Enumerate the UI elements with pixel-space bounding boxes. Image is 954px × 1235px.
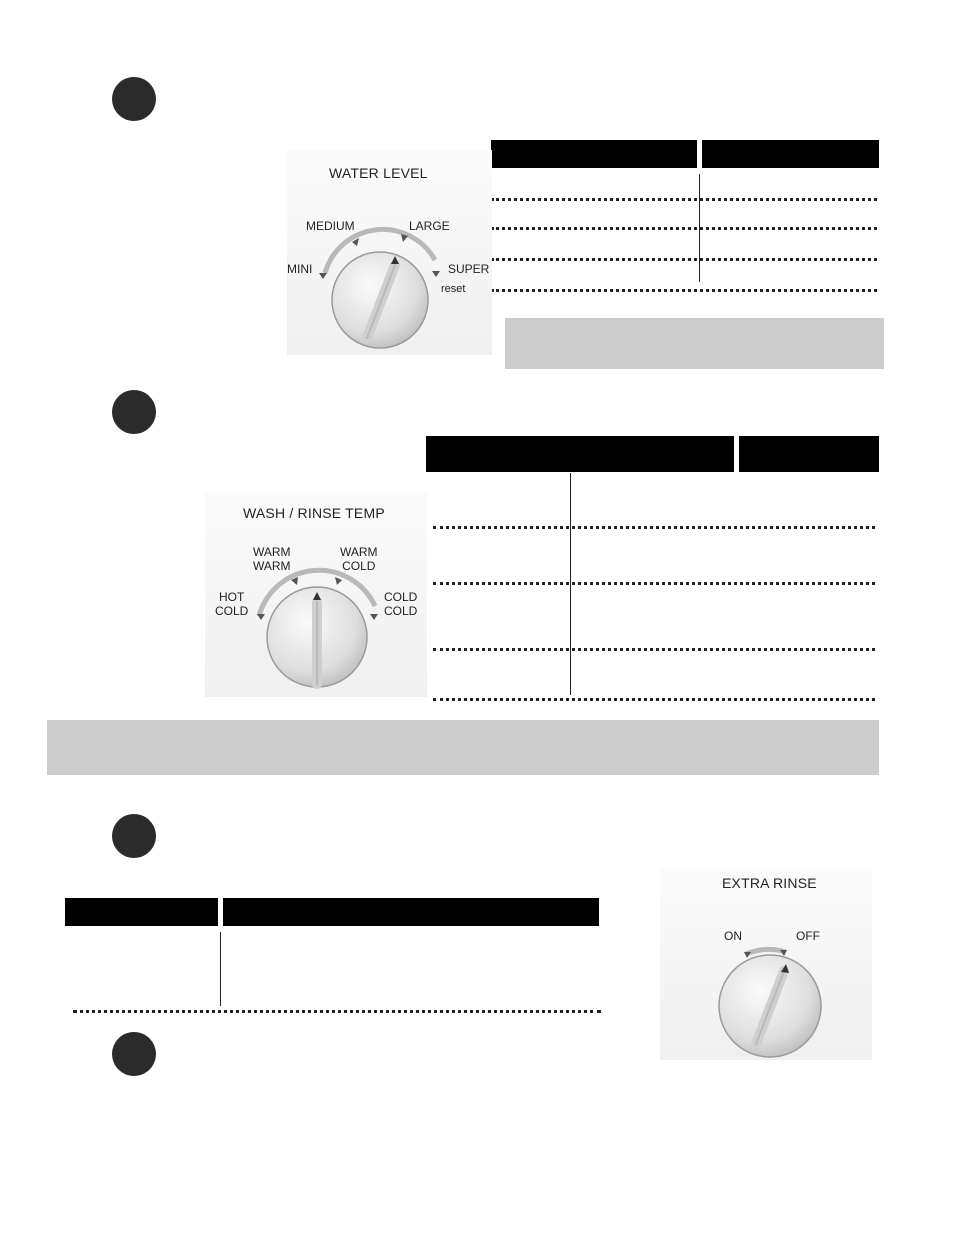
extra-rinse-dial-panel xyxy=(660,868,872,1060)
dial-setting-label: MEDIUM xyxy=(306,219,355,233)
dial-knob-icon[interactable] xyxy=(287,150,492,355)
table-row-divider xyxy=(491,289,877,292)
dial-title: WATER LEVEL xyxy=(329,165,428,181)
table-row-divider xyxy=(491,258,877,261)
pointer-triangle-icon xyxy=(257,614,265,620)
table-header-col1 xyxy=(65,898,218,926)
table-header-col2 xyxy=(702,140,879,168)
dial-knob-icon[interactable] xyxy=(205,492,427,697)
table-row-divider xyxy=(433,648,875,651)
table-header-col1 xyxy=(426,436,734,472)
table-row-divider xyxy=(73,1010,601,1013)
wash-rinse-temp-dial-panel xyxy=(205,492,427,697)
dial-setting-label: ON xyxy=(724,929,742,943)
table-header-col2 xyxy=(223,898,599,926)
step-bullet-icon xyxy=(112,77,156,121)
table-header-col2 xyxy=(739,436,879,472)
pointer-triangle-icon xyxy=(370,614,378,620)
step-bullet-icon xyxy=(112,814,156,858)
water-level-dial-panel xyxy=(287,150,492,355)
dial-setting-label: OFF xyxy=(796,929,820,943)
table-row-divider xyxy=(491,227,877,230)
dial-title: EXTRA RINSE xyxy=(722,875,817,891)
dial-setting-label: WARM COLD xyxy=(340,545,378,573)
table-row-divider xyxy=(433,582,875,585)
table-row-divider xyxy=(433,698,875,701)
pointer-triangle-icon xyxy=(335,577,342,585)
step-bullet-icon xyxy=(112,1032,156,1076)
dial-setting-label: COLD COLD xyxy=(384,590,418,618)
dial-knob-icon[interactable] xyxy=(660,868,872,1060)
dial-sub-label: reset xyxy=(441,283,466,295)
table-row-divider xyxy=(433,526,875,529)
note-box xyxy=(505,318,884,369)
table-row-divider xyxy=(491,198,877,201)
dial-setting-label: WARM WARM xyxy=(253,545,291,573)
dial-setting-label: HOT COLD xyxy=(215,590,249,618)
pointer-triangle-icon xyxy=(432,271,440,277)
step-bullet-icon xyxy=(112,390,156,434)
note-box xyxy=(47,720,879,775)
dial-setting-label: MINI xyxy=(287,262,313,276)
dial-title: WASH / RINSE TEMP xyxy=(243,505,385,521)
table-header-col1 xyxy=(491,140,697,168)
dial-setting-label: LARGE xyxy=(409,219,450,233)
table-column-divider xyxy=(220,932,221,1006)
pointer-triangle-icon xyxy=(319,273,327,279)
dial-setting-label: SUPER xyxy=(448,262,490,276)
